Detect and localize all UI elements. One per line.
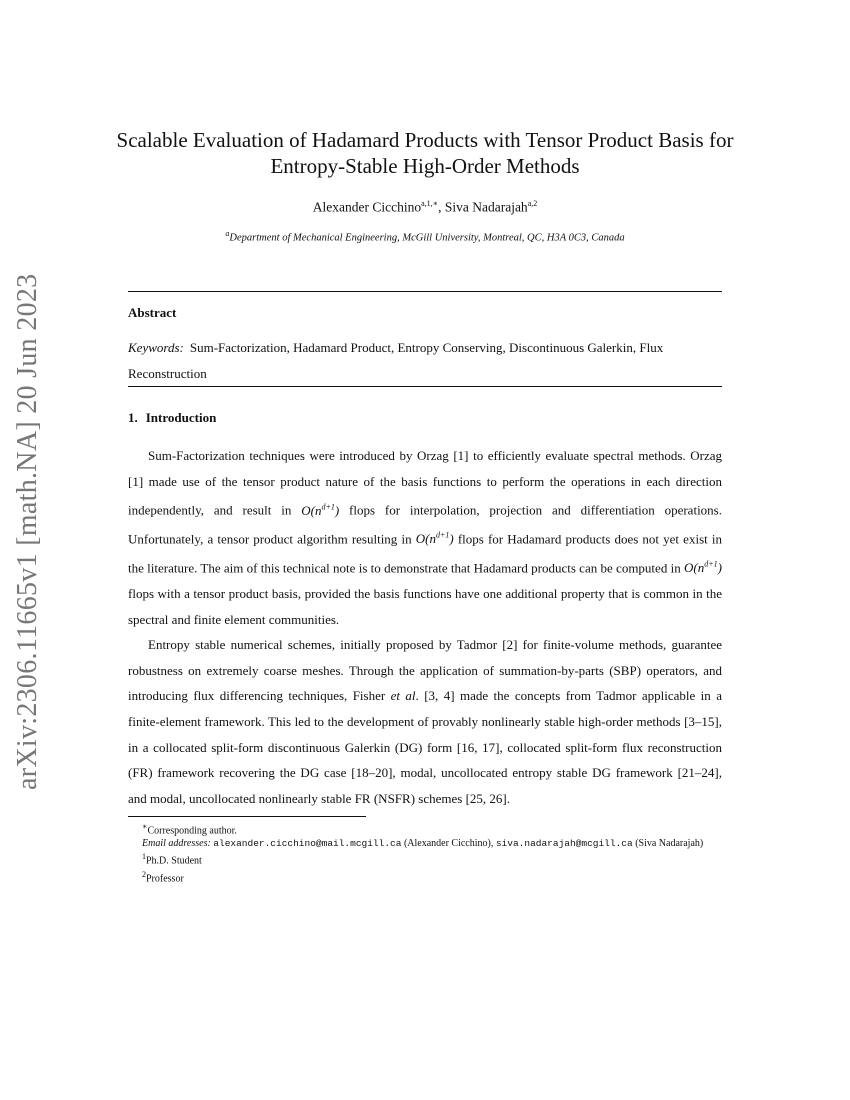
section-heading	[128, 410, 216, 426]
author-list: Alexander Cicchino$^{a,1,∗}$, Siva Nadarajah$^{a,2}$	[312, 199, 538, 215]
footnote-text: Corresponding author.	[147, 825, 237, 837]
paragraph-text: flops with a tensor product basis, provided the basis functions have one additional property that is common in the spectral and finite element communities.	[128, 585, 722, 627]
complexity-formula: $O(n^{d+1})$	[301, 502, 340, 518]
email-owner: (Alexander Cicchino),	[403, 838, 494, 850]
author-name: Alexander Cicchino	[312, 199, 422, 215]
abstract-heading: Abstract	[128, 305, 177, 320]
et-al: et al	[390, 688, 416, 704]
footnote-mark: 2	[142, 869, 146, 879]
formula-n: n	[697, 560, 705, 576]
email-owner: (Siva Nadarajah)	[635, 838, 704, 850]
email-link[interactable]: alexander.cicchino@mail.mcgill.ca	[213, 838, 402, 850]
formula-exponent: d+1	[704, 560, 718, 570]
arxiv-identifier-stamp: arXiv:2306.11665v1 [math.NA] 20 Jun 2023	[12, 273, 43, 790]
footnote-text: Ph.D. Student	[146, 855, 202, 867]
section-number: 1.	[128, 410, 138, 425]
paragraph-text: Entropy stable numerical schemes, initially proposed by Tadmor [2] for finite-volume methods, guarantee robustness on extremely coarse meshes. Through the application of summation-by-parts (SBP) operators, and introducing flux differencing techniques, Fisher	[128, 637, 722, 704]
paper-title	[80, 127, 770, 179]
footnote-emails	[128, 837, 722, 850]
keywords	[128, 335, 722, 387]
title-line-1: Scalable Evaluation of Hadamard Products with Tensor Product Basis for	[116, 128, 734, 152]
complexity-formula: $O(n^{d+1})$	[684, 560, 722, 576]
paragraph-text: flops for Hadamard products does not yet exist in the literature. The aim of this technical note is to demonstrate that Hadamard products can be computed in	[128, 531, 722, 576]
bottom-rule	[128, 386, 722, 387]
footnote-corresponding	[128, 820, 722, 837]
paragraph-2	[128, 632, 722, 811]
paragraph-1	[128, 443, 722, 632]
email-label: Email addresses:	[142, 838, 211, 850]
footnotes	[128, 820, 722, 885]
paragraph-text: Sum-Factorization techniques were introduced by Orzag [1] to efficiently evaluate spectral methods. Orzag [1] made use of the tensor product nature of the basis functions to perform the operations in each direction independently, and result in	[128, 448, 722, 518]
top-rule	[128, 291, 722, 292]
author-name: Siva Nadarajah	[444, 199, 528, 215]
formula-O: O	[415, 531, 426, 547]
footnote-1	[128, 850, 722, 867]
formula-n: n	[429, 531, 436, 547]
formula-exponent: d+1	[321, 502, 335, 512]
formula-n: n	[314, 502, 322, 518]
paragraph-text: . [3, 4] made the concepts from Tadmor applicable in a finite-element framework. This led to the development of provably nonlinearly stable high-order methods [3–15], in a collocated split-form discontinuous Galerkin (DG) form [16, 17], collocated split-form flux reconstruction (FR) framework recovering the DG case [18–20], modal, uncollocated entropy stable DG framework [21–24], and modal, uncollocated nonlinearly stable FR (NSFR) schemes [25, 26].	[128, 688, 722, 806]
footnote-rule	[128, 816, 366, 817]
formula-O: O	[684, 560, 694, 576]
title-line-2: Entropy-Stable High-Order Methods	[270, 154, 580, 178]
author-marks: a,2	[527, 199, 538, 208]
footnote-mark: 1	[142, 852, 146, 862]
keywords-label: Keywords:	[128, 340, 184, 355]
email-link[interactable]: siva.nadarajah@mcgill.ca	[495, 838, 633, 850]
author-marks: a,1,∗	[421, 199, 439, 208]
keywords-text: Sum-Factorization, Hadamard Product, Entropy Conserving, Discontinuous Galerkin, Flux Reconstruction	[128, 340, 664, 381]
introduction-body	[128, 443, 722, 811]
footnote-mark: ∗	[142, 822, 148, 831]
footnote-2	[128, 868, 722, 885]
section-title: Introduction	[145, 410, 217, 425]
footnote-text: Professor	[146, 872, 184, 884]
affiliation-text: Department of Mechanical Engineering, McGill University, Montreal, QC, H3A 0C3, Canada	[229, 232, 625, 244]
affiliation-mark: a	[225, 229, 230, 238]
affiliation	[80, 229, 770, 244]
paragraph-text: flops for interpolation, projection and differentiation operations. Unfortunately, a tensor product algorithm resulting in	[128, 502, 722, 547]
formula-O: O	[301, 502, 311, 518]
complexity-formula: $O(n^{d+1})$	[415, 531, 454, 547]
formula-exponent: d+1	[435, 531, 450, 541]
